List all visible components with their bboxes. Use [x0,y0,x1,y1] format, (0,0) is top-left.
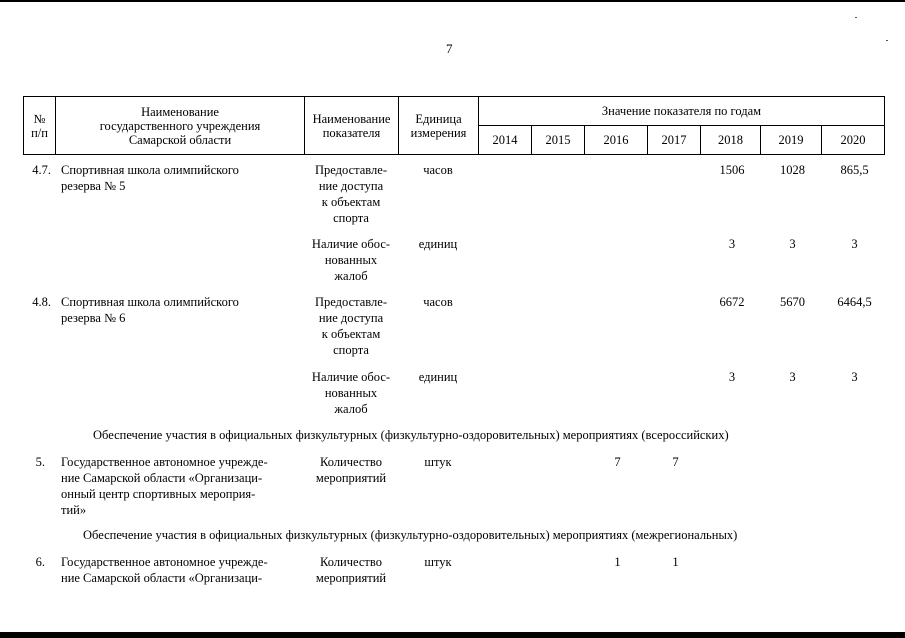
row-number: 4.8. [32,295,51,309]
unit-cell: часов [423,295,453,309]
header-year: 2017 [648,126,701,155]
unit-cell: единиц [418,370,458,384]
table-header [23,96,885,155]
value-2020: 3 [851,370,858,384]
section-heading: Обеспечение участия в официальных физкультурных (физкультурно-оздоровительных) мероприятиях (межрегиональных) [83,528,738,542]
value-2019: 3 [789,370,796,384]
unit-cell: штук [424,555,452,569]
header-year: 2016 [585,126,648,155]
header-year: 2018 [701,126,761,155]
header-num: № п/п [24,97,56,155]
header-year: 2014 [479,126,532,155]
unit-cell: единиц [418,237,458,251]
value-2018: 1506 [719,163,745,177]
value-2018: 3 [728,237,736,251]
value-2020: 6464,5 [837,295,872,309]
value-2018: 3 [728,370,736,384]
value-2018: 6672 [719,295,745,309]
indicator-name: Предоставле- ние доступа к объектам спорта [315,163,387,225]
row-number: 4.7. [32,163,51,177]
indicator-name: Количество мероприятий [315,555,387,585]
value-2019: 3 [789,237,796,251]
value-2016: 1 [614,555,621,569]
top-border-line [0,0,905,2]
value-2020: 865,5 [840,163,869,177]
institution-name: Государственное автономное учрежде- ние Самарской области «Организаци- онный центр спортивных мероприя- тий» [61,455,268,517]
header-year: 2020 [822,126,885,155]
row-number: 5. [35,455,45,469]
indicator-name: Наличие обос- нованных жалоб [311,370,391,416]
value-2019: 5670 [780,295,805,309]
institution-name: Спортивная школа олимпийского резерва № 5 [61,163,239,193]
header-unit: Единица измерения [399,97,479,155]
value-2017: 7 [672,455,679,469]
value-2017: 1 [672,555,679,569]
header-institution: Наименование государственного учреждения Самарской области [56,97,305,155]
bottom-border-line [0,632,905,638]
row-number: 6. [35,555,45,569]
institution-name: Государственное автономное учрежде- ние Самарской области «Организаци- [61,555,268,585]
header-year: 2015 [532,126,585,155]
scan-speck [886,40,888,41]
institution-name: Спортивная школа олимпийского резерва № 6 [61,295,239,325]
section-heading: Обеспечение участия в официальных физкультурных (физкультурно-оздоровительных) мероприятиях (всероссийских) [93,428,729,442]
scan-speck [855,17,857,18]
unit-cell: штук [424,455,452,469]
header-indicator: Наименование показателя [305,97,399,155]
unit-cell: часов [423,163,453,177]
indicator-name: Количество мероприятий [315,455,387,485]
value-2019: 1028 [780,163,805,177]
indicator-name: Предоставле- ние доступа к объектам спорта [315,295,387,357]
header-year: 2019 [761,126,822,155]
value-2020: 3 [851,237,858,251]
page-number: 7 [446,41,453,56]
header-values-group: Значение показателя по годам [479,97,885,126]
value-2016: 7 [614,455,621,469]
indicator-name: Наличие обос- нованных жалоб [311,237,391,283]
